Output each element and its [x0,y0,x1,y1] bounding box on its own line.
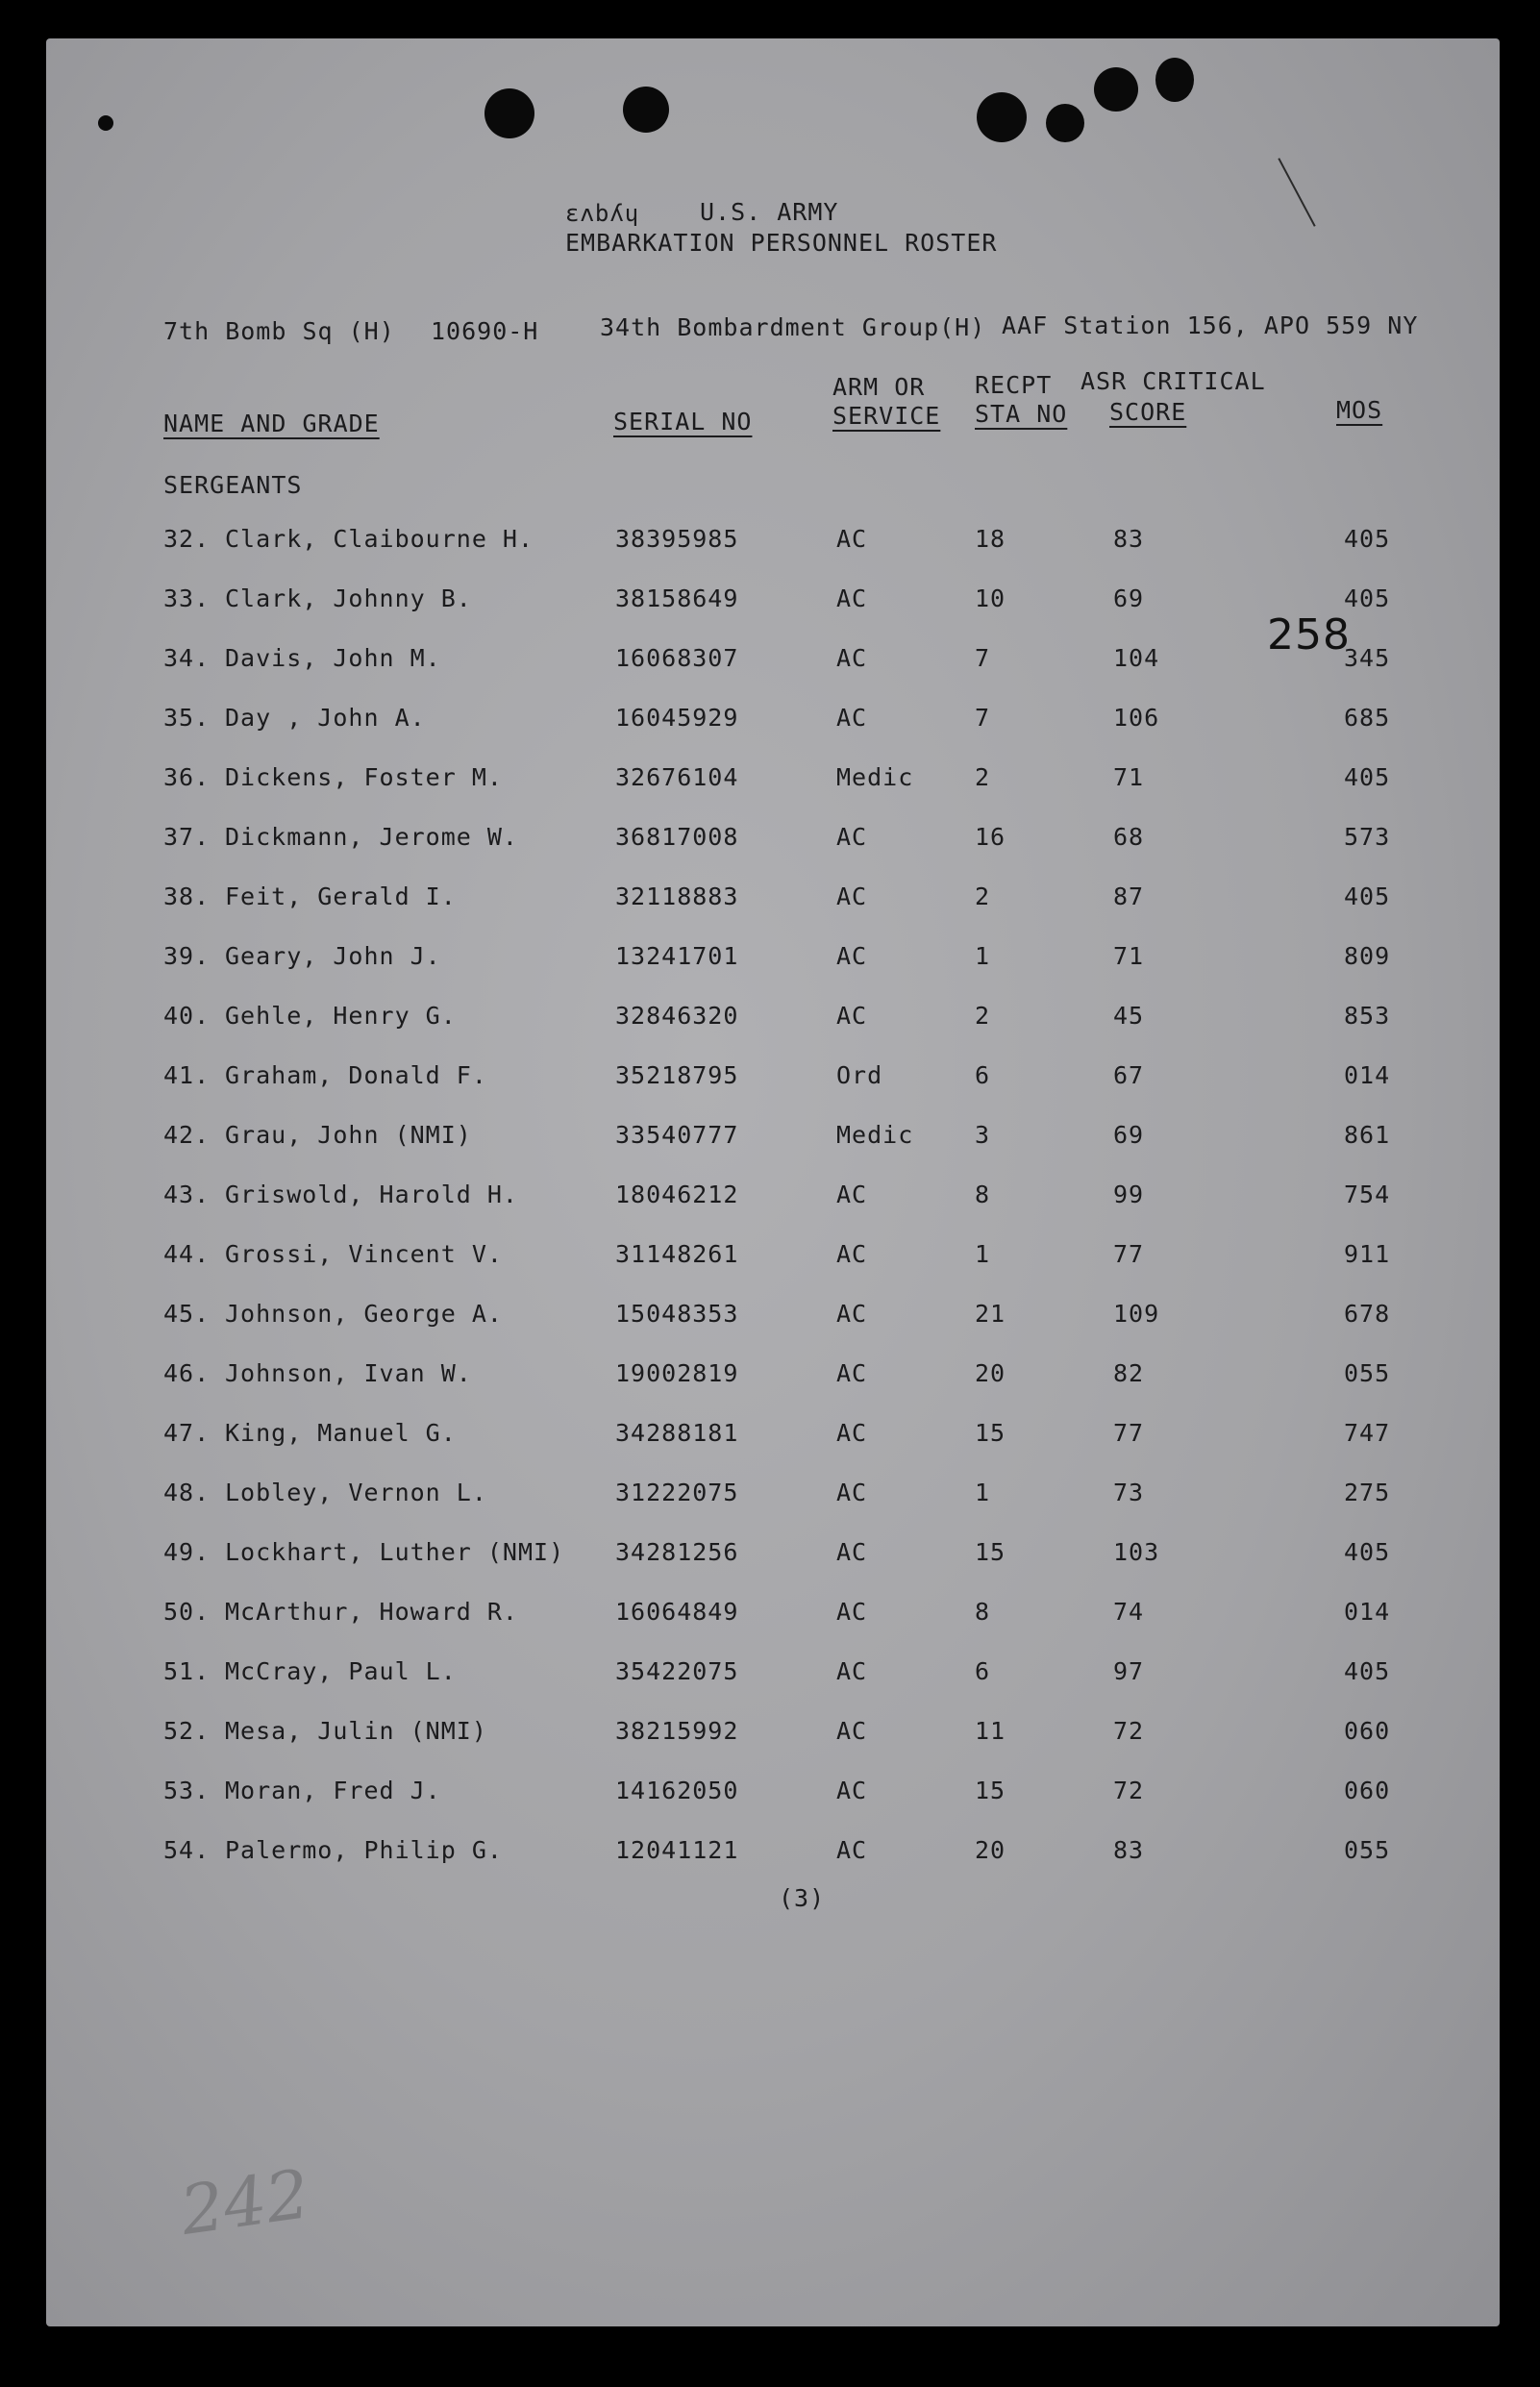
row-name: Davis, John M. [225,644,441,672]
row-mos: 754 [1344,1181,1391,1208]
row-station: 2 [975,1002,991,1030]
row-score: 104 [1113,644,1160,672]
row-station: 20 [975,1359,1006,1387]
row-station: 15 [975,1777,1006,1804]
row-serial: 12041121 [615,1836,739,1864]
row-name: Grau, John (NMI) [225,1121,472,1149]
table-row [46,704,1500,742]
row-station: 2 [975,763,991,791]
row-number: 50. [163,1598,211,1626]
row-station: 15 [975,1538,1006,1566]
row-mos: 853 [1344,1002,1391,1030]
row-name: Dickens, Foster M. [225,763,503,791]
row-station: 15 [975,1419,1006,1447]
table-row [46,883,1500,921]
row-mos: 405 [1344,525,1391,553]
table-row [46,1717,1500,1755]
col-name-header: NAME AND GRADE [163,410,380,437]
row-score: 72 [1113,1777,1145,1804]
row-name: Johnson, Ivan W. [225,1359,472,1387]
table-row [46,1359,1500,1398]
row-serial: 38395985 [615,525,739,553]
row-score: 69 [1113,1121,1145,1149]
row-number: 42. [163,1121,211,1149]
row-number: 41. [163,1061,211,1089]
row-number: 48. [163,1479,211,1506]
row-arm-service: AC [836,1240,868,1268]
station: AAF Station 156, APO 559 NY [1002,311,1419,339]
table-row [46,1419,1500,1457]
section-label: SERGEANTS [163,471,303,499]
row-arm-service: AC [836,1538,868,1566]
row-score: 87 [1113,883,1145,910]
row-arm-service: Ord [836,1061,883,1089]
row-station: 10 [975,584,1006,612]
row-number: 38. [163,883,211,910]
row-number: 33. [163,584,211,612]
row-number: 43. [163,1181,211,1208]
row-mos: 055 [1344,1359,1391,1387]
row-arm-service: AC [836,1181,868,1208]
row-name: Day , John A. [225,704,426,732]
row-arm-service: AC [836,883,868,910]
row-name: King, Manuel G. [225,1419,457,1447]
row-serial: 16068307 [615,644,739,672]
row-arm-service: AC [836,1717,868,1745]
title-line-1: U.S. ARMY [700,198,839,226]
row-serial: 38158649 [615,584,739,612]
row-name: Johnson, George A. [225,1300,503,1328]
row-score: 77 [1113,1419,1145,1447]
row-name: Clark, Claibourne H. [225,525,534,553]
row-arm-service: AC [836,1479,868,1506]
row-mos: 861 [1344,1121,1391,1149]
row-score: 83 [1113,1836,1145,1864]
table-row [46,1538,1500,1577]
row-mos: 055 [1344,1836,1391,1864]
punch-hole [1046,104,1084,142]
row-station: 8 [975,1598,991,1626]
row-score: 103 [1113,1538,1160,1566]
row-number: 53. [163,1777,211,1804]
row-arm-service: Medic [836,763,914,791]
row-serial: 13241701 [615,942,739,970]
row-number: 44. [163,1240,211,1268]
table-row [46,942,1500,981]
table-row [46,1300,1500,1338]
row-serial: 35422075 [615,1657,739,1685]
handwritten-note: 242 [175,2154,314,2250]
row-arm-service: Medic [836,1121,914,1149]
row-station: 1 [975,1479,991,1506]
punch-hole [1155,58,1194,102]
row-arm-service: AC [836,823,868,851]
paper-crease [1278,158,1315,227]
row-number: 47. [163,1419,211,1447]
row-name: McCray, Paul L. [225,1657,457,1685]
row-name: Lockhart, Luther (NMI) [225,1538,565,1566]
row-name: Clark, Johnny B. [225,584,472,612]
table-row [46,525,1500,563]
row-serial: 19002819 [615,1359,739,1387]
row-number: 32. [163,525,211,553]
row-arm-service: AC [836,942,868,970]
row-arm-service: AC [836,1419,868,1447]
row-mos: 405 [1344,584,1391,612]
punch-hole [98,115,113,131]
row-arm-service: AC [836,584,868,612]
row-name: Palermo, Philip G. [225,1836,503,1864]
row-name: Griswold, Harold H. [225,1181,518,1208]
table-row [46,823,1500,861]
row-serial: 34281256 [615,1538,739,1566]
table-row [46,1240,1500,1279]
row-station: 8 [975,1181,991,1208]
row-arm-service: AC [836,1002,868,1030]
row-serial: 32118883 [615,883,739,910]
unit-code: 10690-H [431,317,539,345]
row-serial: 35218795 [615,1061,739,1089]
row-mos: 014 [1344,1061,1391,1089]
col-score-header-1: ASR CRITICAL [1080,367,1266,395]
table-row [46,1479,1500,1517]
row-station: 18 [975,525,1006,553]
row-name: Dickmann, Jerome W. [225,823,518,851]
row-score: 82 [1113,1359,1145,1387]
row-serial: 18046212 [615,1181,739,1208]
row-arm-service: AC [836,704,868,732]
row-mos: 573 [1344,823,1391,851]
table-row [46,1836,1500,1875]
row-name: Mesa, Julin (NMI) [225,1717,487,1745]
row-number: 51. [163,1657,211,1685]
row-score: 68 [1113,823,1145,851]
row-number: 36. [163,763,211,791]
stamp-number: 258 [1267,610,1351,659]
row-mos: 345 [1344,644,1391,672]
row-station: 21 [975,1300,1006,1328]
row-station: 1 [975,942,991,970]
row-station: 1 [975,1240,991,1268]
row-score: 99 [1113,1181,1145,1208]
row-name: McArthur, Howard R. [225,1598,518,1626]
row-score: 72 [1113,1717,1145,1745]
row-serial: 16045929 [615,704,739,732]
col-mos-header: MOS [1336,396,1383,424]
table-row [46,1657,1500,1696]
row-station: 6 [975,1657,991,1685]
row-score: 109 [1113,1300,1160,1328]
col-serial-header: SERIAL NO [613,408,753,435]
row-mos: 405 [1344,1538,1391,1566]
row-number: 34. [163,644,211,672]
row-station: 2 [975,883,991,910]
row-arm-service: AC [836,1657,868,1685]
row-number: 35. [163,704,211,732]
row-score: 73 [1113,1479,1145,1506]
row-number: 49. [163,1538,211,1566]
table-row [46,1777,1500,1815]
row-mos: 678 [1344,1300,1391,1328]
table-row [46,1002,1500,1040]
row-number: 54. [163,1836,211,1864]
table-row [46,584,1500,623]
row-station: 20 [975,1836,1006,1864]
row-serial: 32846320 [615,1002,739,1030]
row-number: 39. [163,942,211,970]
row-serial: 33540777 [615,1121,739,1149]
row-name: Gehle, Henry G. [225,1002,457,1030]
row-station: 7 [975,644,991,672]
row-mos: 275 [1344,1479,1391,1506]
row-score: 71 [1113,942,1145,970]
row-name: Graham, Donald F. [225,1061,487,1089]
row-score: 71 [1113,763,1145,791]
row-serial: 14162050 [615,1777,739,1804]
group-name: 34th Bombardment Group(H) [600,313,986,341]
title-line-2: EMBARKATION PERSONNEL ROSTER [565,229,998,257]
col-arm-header-2: SERVICE [832,402,941,430]
punch-hole [623,87,669,133]
row-serial: 16064849 [615,1598,739,1626]
row-score: 45 [1113,1002,1145,1030]
row-mos: 405 [1344,883,1391,910]
row-arm-service: AC [836,525,868,553]
row-station: 3 [975,1121,991,1149]
row-station: 7 [975,704,991,732]
punch-hole [1094,67,1138,112]
row-score: 67 [1113,1061,1145,1089]
row-name: Geary, John J. [225,942,441,970]
row-score: 83 [1113,525,1145,553]
col-score-header-2: SCORE [1109,398,1187,426]
row-name: Lobley, Vernon L. [225,1479,487,1506]
row-mos: 809 [1344,942,1391,970]
unit-name: 7th Bomb Sq (H) [163,317,395,345]
row-score: 106 [1113,704,1160,732]
row-station: 6 [975,1061,991,1089]
row-name: Feit, Gerald I. [225,883,457,910]
row-mos: 014 [1344,1598,1391,1626]
row-mos: 405 [1344,763,1391,791]
row-number: 52. [163,1717,211,1745]
row-name: Grossi, Vincent V. [225,1240,503,1268]
row-mos: 060 [1344,1717,1391,1745]
row-score: 69 [1113,584,1145,612]
row-serial: 15048353 [615,1300,739,1328]
row-serial: 32676104 [615,763,739,791]
row-serial: 38215992 [615,1717,739,1745]
table-row [46,1121,1500,1159]
row-number: 45. [163,1300,211,1328]
punch-hole [977,92,1027,142]
row-name: Moran, Fred J. [225,1777,441,1804]
row-serial: 36817008 [615,823,739,851]
row-arm-service: AC [836,644,868,672]
col-sta-header-1: RECPT [975,371,1053,399]
col-sta-header-2: STA NO [975,400,1068,428]
row-arm-service: AC [836,1836,868,1864]
row-serial: 31222075 [615,1479,739,1506]
row-mos: 747 [1344,1419,1391,1447]
marginal-mark: ɛʌbʎɥ [565,200,640,227]
row-mos: 911 [1344,1240,1391,1268]
page-number: (3) [779,1884,826,1912]
col-arm-header-1: ARM OR [832,373,926,401]
row-number: 37. [163,823,211,851]
row-mos: 685 [1344,704,1391,732]
row-station: 16 [975,823,1006,851]
row-arm-service: AC [836,1300,868,1328]
table-row [46,1598,1500,1636]
row-mos: 060 [1344,1777,1391,1804]
row-number: 46. [163,1359,211,1387]
punch-hole [484,88,534,138]
row-station: 11 [975,1717,1006,1745]
row-arm-service: AC [836,1359,868,1387]
row-score: 97 [1113,1657,1145,1685]
roster-page [46,38,1500,2326]
row-number: 40. [163,1002,211,1030]
table-row [46,1181,1500,1219]
row-arm-service: AC [836,1598,868,1626]
row-score: 77 [1113,1240,1145,1268]
table-row [46,644,1500,683]
row-score: 74 [1113,1598,1145,1626]
table-row [46,1061,1500,1100]
table-row [46,763,1500,802]
row-mos: 405 [1344,1657,1391,1685]
row-serial: 31148261 [615,1240,739,1268]
row-arm-service: AC [836,1777,868,1804]
row-serial: 34288181 [615,1419,739,1447]
